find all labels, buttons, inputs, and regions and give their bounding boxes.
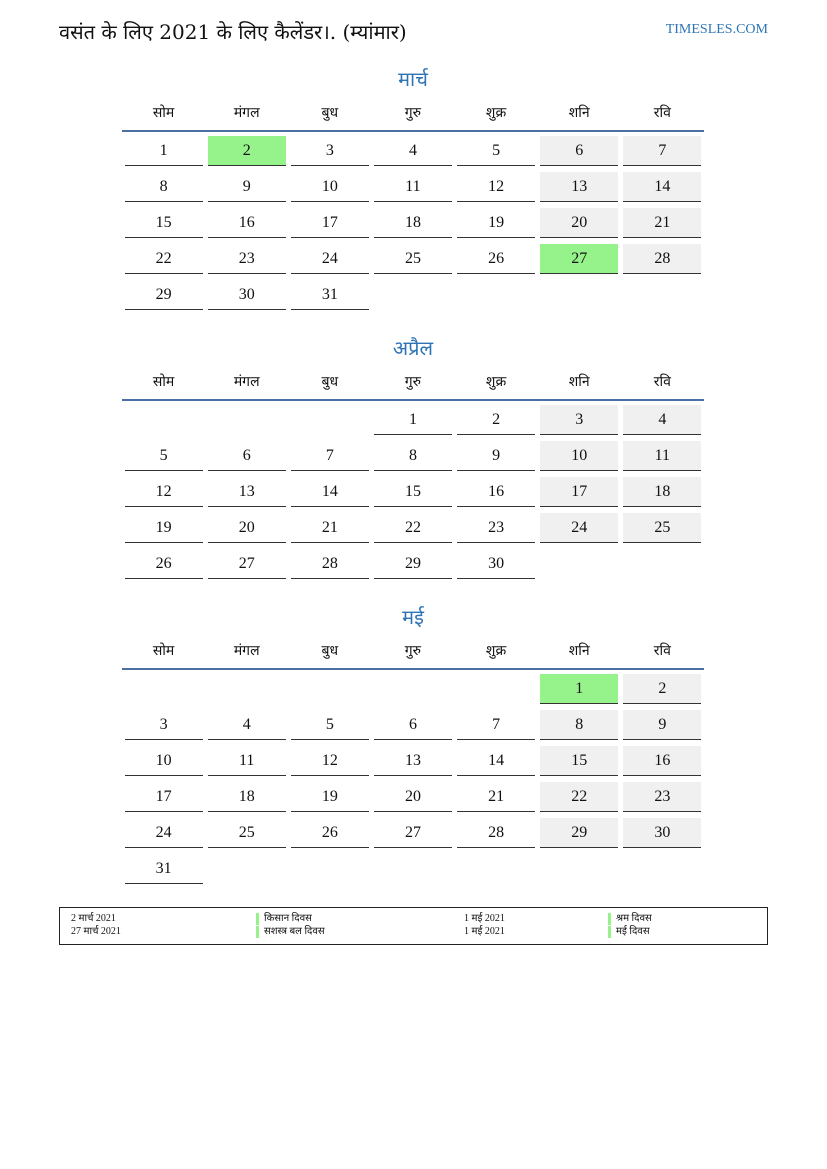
month-title: अप्रैल — [392, 336, 434, 360]
weekday-header — [122, 100, 704, 132]
day-cell: 6 — [208, 441, 286, 471]
weekday-label: गुरु — [404, 643, 422, 659]
day-cell: 8 — [374, 441, 452, 471]
holiday-day-cell: 27 — [540, 244, 618, 274]
day-cell: 1 — [374, 405, 452, 435]
day-cell: 13 — [208, 477, 286, 507]
weekend-day-cell: 17 — [540, 477, 618, 507]
empty-day-cell — [208, 854, 286, 884]
week-row — [122, 136, 704, 172]
day-cell: 17 — [291, 208, 369, 238]
day-cell: 22 — [125, 244, 203, 274]
day-cell: 25 — [374, 244, 452, 274]
week-row — [122, 854, 704, 890]
week-row — [122, 244, 704, 280]
holiday-day-cell: 1 — [540, 674, 618, 704]
day-cell: 19 — [125, 513, 203, 543]
empty-day-cell — [125, 674, 203, 704]
weekday-label: बुध — [321, 643, 339, 659]
week-row — [122, 405, 704, 441]
day-cell: 15 — [374, 477, 452, 507]
weekday-label: मंगल — [233, 643, 260, 659]
day-cell: 4 — [208, 710, 286, 740]
week-row — [122, 710, 704, 746]
day-cell: 5 — [291, 710, 369, 740]
day-cell: 2 — [457, 405, 535, 435]
day-cell: 3 — [125, 710, 203, 740]
empty-day-cell — [540, 280, 618, 310]
day-cell: 5 — [125, 441, 203, 471]
day-cell: 29 — [374, 549, 452, 579]
week-row — [122, 674, 704, 710]
day-cell: 23 — [208, 244, 286, 274]
site-link[interactable]: TIMESLES.COM — [665, 22, 768, 37]
weekday-label: सोम — [152, 643, 175, 659]
weekday-label: गुरु — [404, 374, 422, 390]
day-cell: 28 — [291, 549, 369, 579]
weekday-label: रवि — [653, 105, 671, 121]
weekday-label: बुध — [321, 374, 339, 390]
week-row — [122, 513, 704, 549]
day-cell: 12 — [125, 477, 203, 507]
day-cell: 26 — [125, 549, 203, 579]
weekend-day-cell: 21 — [623, 208, 701, 238]
day-cell: 11 — [208, 746, 286, 776]
legend-date: 27 मार्च 2021 — [71, 926, 121, 937]
day-cell: 10 — [291, 172, 369, 202]
weekend-day-cell: 14 — [623, 172, 701, 202]
day-cell: 16 — [457, 477, 535, 507]
weekday-header — [122, 638, 704, 670]
weekday-label: शनि — [568, 105, 590, 121]
week-row — [122, 477, 704, 513]
weekend-day-cell: 20 — [540, 208, 618, 238]
day-cell: 25 — [208, 818, 286, 848]
empty-day-cell — [540, 549, 618, 579]
empty-day-cell — [208, 674, 286, 704]
weekend-day-cell: 2 — [623, 674, 701, 704]
weekend-day-cell: 24 — [540, 513, 618, 543]
weekday-label: शुक्र — [485, 105, 507, 121]
day-cell: 1 — [125, 136, 203, 166]
empty-day-cell — [457, 674, 535, 704]
day-cell: 27 — [374, 818, 452, 848]
week-row — [122, 172, 704, 208]
day-cell: 31 — [291, 280, 369, 310]
weekend-day-cell: 4 — [623, 405, 701, 435]
weekend-day-cell: 8 — [540, 710, 618, 740]
day-cell: 30 — [208, 280, 286, 310]
day-cell: 23 — [457, 513, 535, 543]
weekday-label: गुरु — [404, 105, 422, 121]
weekend-day-cell: 28 — [623, 244, 701, 274]
weekend-day-cell: 16 — [623, 746, 701, 776]
day-cell: 22 — [374, 513, 452, 543]
weekend-day-cell: 30 — [623, 818, 701, 848]
empty-day-cell — [291, 405, 369, 435]
weekday-label: रवि — [653, 643, 671, 659]
legend-holiday-name: सशस्त्र बल दिवस — [256, 926, 325, 938]
holiday-legend — [59, 907, 768, 945]
day-cell: 28 — [457, 818, 535, 848]
day-cell: 9 — [208, 172, 286, 202]
weekday-label: सोम — [152, 374, 175, 390]
day-cell: 20 — [208, 513, 286, 543]
empty-day-cell — [457, 280, 535, 310]
month-title: मार्च — [398, 67, 428, 91]
weekend-day-cell: 15 — [540, 746, 618, 776]
day-cell: 24 — [125, 818, 203, 848]
day-cell: 21 — [291, 513, 369, 543]
day-cell: 3 — [291, 136, 369, 166]
week-row — [122, 280, 704, 316]
empty-day-cell — [125, 405, 203, 435]
day-cell: 19 — [291, 782, 369, 812]
day-cell: 30 — [457, 549, 535, 579]
weekend-day-cell: 6 — [540, 136, 618, 166]
day-cell: 19 — [457, 208, 535, 238]
weekend-day-cell: 11 — [623, 441, 701, 471]
day-cell: 6 — [374, 710, 452, 740]
day-cell: 14 — [291, 477, 369, 507]
day-cell: 12 — [291, 746, 369, 776]
day-cell: 24 — [291, 244, 369, 274]
empty-day-cell — [623, 854, 701, 884]
weekday-label: मंगल — [233, 374, 260, 390]
week-row — [122, 746, 704, 782]
day-cell: 26 — [457, 244, 535, 274]
weekday-label: शुक्र — [485, 643, 507, 659]
day-cell: 29 — [125, 280, 203, 310]
month-calendar — [122, 333, 704, 585]
legend-holiday-name: मई दिवस — [608, 926, 650, 938]
week-row — [122, 818, 704, 854]
weekend-day-cell: 18 — [623, 477, 701, 507]
day-cell: 9 — [457, 441, 535, 471]
weekday-label: मंगल — [233, 105, 260, 121]
empty-day-cell — [457, 854, 535, 884]
empty-day-cell — [540, 854, 618, 884]
day-cell: 15 — [125, 208, 203, 238]
day-cell: 13 — [374, 746, 452, 776]
day-cell: 18 — [208, 782, 286, 812]
weekend-day-cell: 3 — [540, 405, 618, 435]
legend-holiday-name: किसान दिवस — [256, 913, 312, 925]
holiday-day-cell: 2 — [208, 136, 286, 166]
day-cell: 7 — [457, 710, 535, 740]
day-cell: 16 — [208, 208, 286, 238]
day-cell: 11 — [374, 172, 452, 202]
empty-day-cell — [623, 549, 701, 579]
legend-holiday-name: श्रम दिवस — [608, 913, 652, 925]
month-calendar — [122, 64, 704, 316]
weekend-day-cell: 23 — [623, 782, 701, 812]
day-cell: 14 — [457, 746, 535, 776]
empty-day-cell — [623, 280, 701, 310]
weekend-day-cell: 10 — [540, 441, 618, 471]
weekday-label: रवि — [653, 374, 671, 390]
day-cell: 10 — [125, 746, 203, 776]
month-title: मई — [402, 605, 424, 629]
day-cell: 8 — [125, 172, 203, 202]
weekday-label: बुध — [321, 105, 339, 121]
weekend-day-cell: 22 — [540, 782, 618, 812]
weekend-day-cell: 29 — [540, 818, 618, 848]
day-cell: 21 — [457, 782, 535, 812]
week-row — [122, 208, 704, 244]
week-row — [122, 441, 704, 477]
day-cell: 27 — [208, 549, 286, 579]
empty-day-cell — [374, 280, 452, 310]
empty-day-cell — [374, 854, 452, 884]
day-cell: 20 — [374, 782, 452, 812]
week-row — [122, 782, 704, 818]
day-cell: 12 — [457, 172, 535, 202]
weekday-label: शनि — [568, 643, 590, 659]
day-cell: 4 — [374, 136, 452, 166]
month-calendar — [122, 602, 704, 890]
weekend-day-cell: 13 — [540, 172, 618, 202]
legend-date: 1 मई 2021 — [464, 926, 505, 937]
weekend-day-cell: 9 — [623, 710, 701, 740]
empty-day-cell — [374, 674, 452, 704]
weekday-label: शुक्र — [485, 374, 507, 390]
day-cell: 31 — [125, 854, 203, 884]
empty-day-cell — [291, 854, 369, 884]
empty-day-cell — [208, 405, 286, 435]
day-cell: 18 — [374, 208, 452, 238]
weekend-day-cell: 7 — [623, 136, 701, 166]
weekday-label: शनि — [568, 374, 590, 390]
weekday-label: सोम — [152, 105, 175, 121]
weekday-header — [122, 369, 704, 401]
day-cell: 17 — [125, 782, 203, 812]
week-row — [122, 549, 704, 585]
weekend-day-cell: 25 — [623, 513, 701, 543]
legend-date: 1 मई 2021 — [464, 913, 505, 924]
legend-date: 2 मार्च 2021 — [71, 913, 116, 924]
day-cell: 5 — [457, 136, 535, 166]
empty-day-cell — [291, 674, 369, 704]
day-cell: 7 — [291, 441, 369, 471]
page-title: वसंत के लिए 2021 के लिए कैलेंडर।. (म्यांमार) — [59, 20, 407, 44]
day-cell: 26 — [291, 818, 369, 848]
